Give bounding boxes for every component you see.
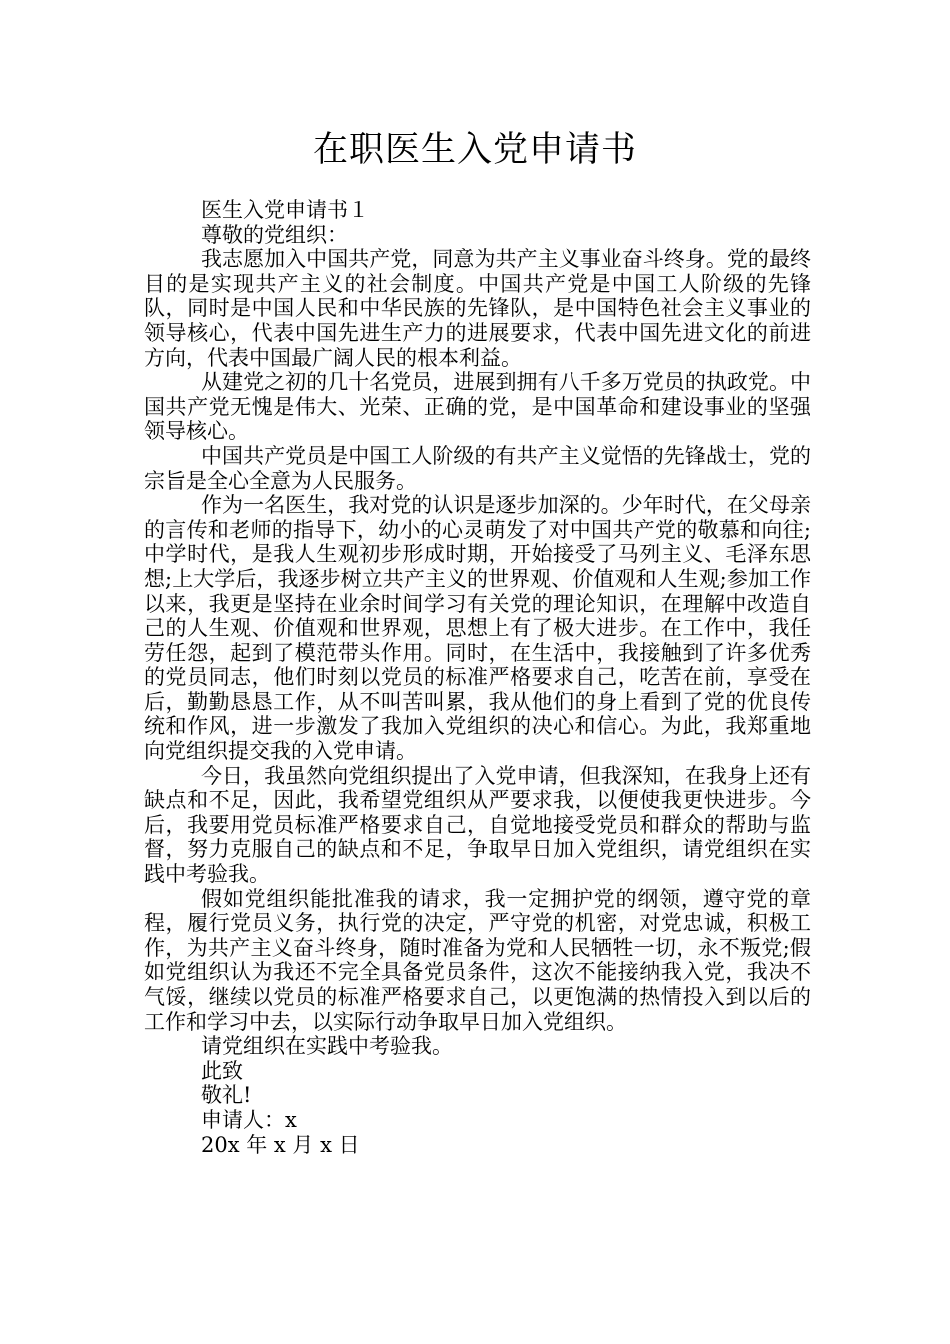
- document-body: [144, 198, 811, 1157]
- paragraph-4: 作为一名医生，我对党的认识是逐步加深的。少年时代，在父母亲的言传和老师的指导下，幼小的心灵萌发了对中国共产党的敬慕和向往;中学时代，是我人生观初步形成时期，开始接受了马列主义、毛泽东思想;上大学后，我逐步树立共产主义的世界观、价值观和人生观;参加工作以来，我更是坚持在业余时间学习有关党的理论知识，在理解中改造自己的人生观、价值观和世界观，思想上有了极大进步。在工作中，我任劳任怨，起到了模范带头作用。同时，在生活中，我接触到了许多优秀的党员同志，他们时刻以党员的标准严格要求自己，吃苦在前，享受在后，勤勤恳恳工作，从不叫苦叫累，我从他们的身上看到了党的优良传统和作风，进一步激发了我加入党组织的决心和信心。为此，我郑重地向党组织提交我的入党申请。: [144, 493, 811, 764]
- paragraph-3: 中国共产党员是中国工人阶级的有共产主义觉悟的先锋战士，党的宗旨是全心全意为人民服务。: [144, 443, 811, 493]
- document-subtitle: 医生入党申请书１: [201, 198, 369, 222]
- closing-phrase: 此致: [201, 1058, 243, 1083]
- paragraph-2: 从建党之初的几十名党员，进展到拥有八千多万党员的执政党。中国共产党无愧是伟大、光荣、正确的党，是中国革命和建设事业的坚强领导核心。: [144, 370, 811, 444]
- document-title: 在职医生入党申请书: [312, 130, 637, 170]
- paragraph-1: 我志愿加入中国共产党，同意为共产主义事业奋斗终身。党的最终目的是实现共产主义的社会制度。中国共产党是中国工人阶级的先锋队，同时是中国人民和中华民族的先锋队，是中国特色社会主义事业的领导核心，代表中国先进生产力的进展要求，代表中国先进文化的前进方向，代表中国最广阔人民的根本利益。: [144, 247, 811, 370]
- application-date: 20x 年 x 月 x 日: [201, 1132, 360, 1157]
- closing-salute: 敬礼!: [201, 1083, 252, 1108]
- closing-request: 请党组织在实践中考验我。: [201, 1034, 453, 1059]
- salutation: 尊敬的党组织：: [201, 222, 348, 247]
- paragraph-5: 今日，我虽然向党组织提出了入党申请，但我深知，在我身上还有缺点和不足，因此，我希望党组织从严要求我，以便使我更快进步。今后，我要用党员标准严格要求自己，自觉地接受党员和群众的帮助与监督，努力克服自己的缺点和不足，争取早日加入党组织，请党组织在实践中考验我。: [144, 763, 811, 887]
- paragraph-6: 假如党组织能批准我的请求，我一定拥护党的纲领，遵守党的章程，履行党员义务，执行党的决定，严守党的机密，对党忠诚，积极工作，为共产主义奋斗终身，随时准备为党和人民牺牲一切，永不叛党;假如党组织认为我还不完全具备党员条件，这次不能接纳我入党，我决不气馁，继续以党员的标准严格要求自己，以更饱满的热情投入到以后的工作和学习中去，以实际行动争取早日加入党组织。: [144, 886, 811, 1034]
- applicant-signature: 申请人：x: [201, 1107, 297, 1132]
